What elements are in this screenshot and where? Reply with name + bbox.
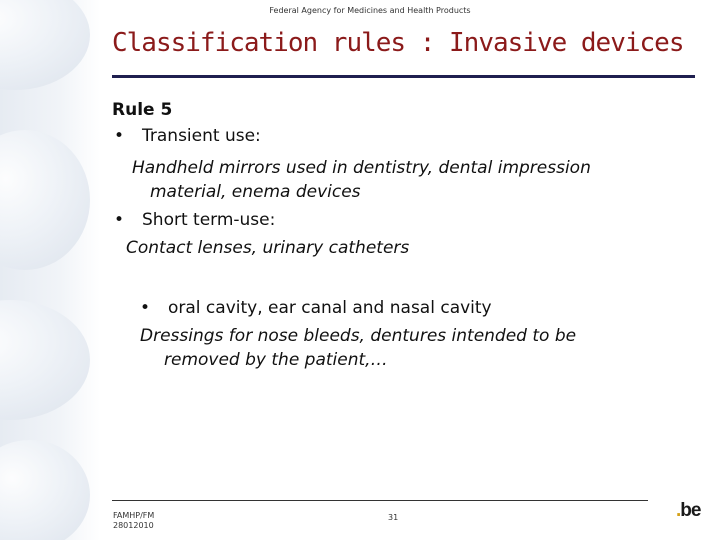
footer-date: 28012010 — [113, 521, 154, 530]
be-logo — [676, 500, 700, 522]
pill-image — [0, 300, 90, 420]
footer-org: FAMHP/FM — [113, 511, 155, 520]
agency-header: Federal Agency for Medicines and Health Products — [269, 6, 471, 15]
bullet-heading-transient: Transient use: — [142, 126, 261, 146]
bullet-marker: • — [114, 126, 125, 146]
slide-title: Classification rules : Invasive devices — [112, 28, 684, 58]
footer-info — [113, 511, 154, 531]
bullet-detail-transient-cont: material, enema devices — [150, 182, 361, 202]
bullet-detail-transient: Handheld mirrors used in dentistry, dental impression — [132, 158, 591, 178]
sub-bullet-detail-cont: removed by the patient,… — [164, 350, 388, 370]
footer-divider — [112, 500, 648, 501]
sub-bullet-detail: Dressings for nose bleeds, dentures intended to be — [140, 326, 577, 346]
page-number: 31 — [388, 513, 399, 522]
bullet-heading-short-term: Short term-use: — [142, 210, 276, 230]
pill-image — [0, 0, 90, 90]
logo-text: be — [680, 500, 701, 521]
sub-bullet-marker: • — [140, 298, 151, 318]
rule-label: Rule 5 — [112, 100, 173, 120]
bullet-detail-short-term: Contact lenses, urinary catheters — [126, 238, 410, 258]
pill-image — [0, 130, 90, 270]
bullet-marker: • — [114, 210, 125, 230]
decorative-background — [0, 0, 100, 540]
pill-image — [0, 440, 90, 540]
title-divider — [112, 75, 695, 78]
logo-dot: . — [676, 500, 681, 521]
sub-bullet-text: oral cavity, ear canal and nasal cavity — [168, 298, 492, 318]
